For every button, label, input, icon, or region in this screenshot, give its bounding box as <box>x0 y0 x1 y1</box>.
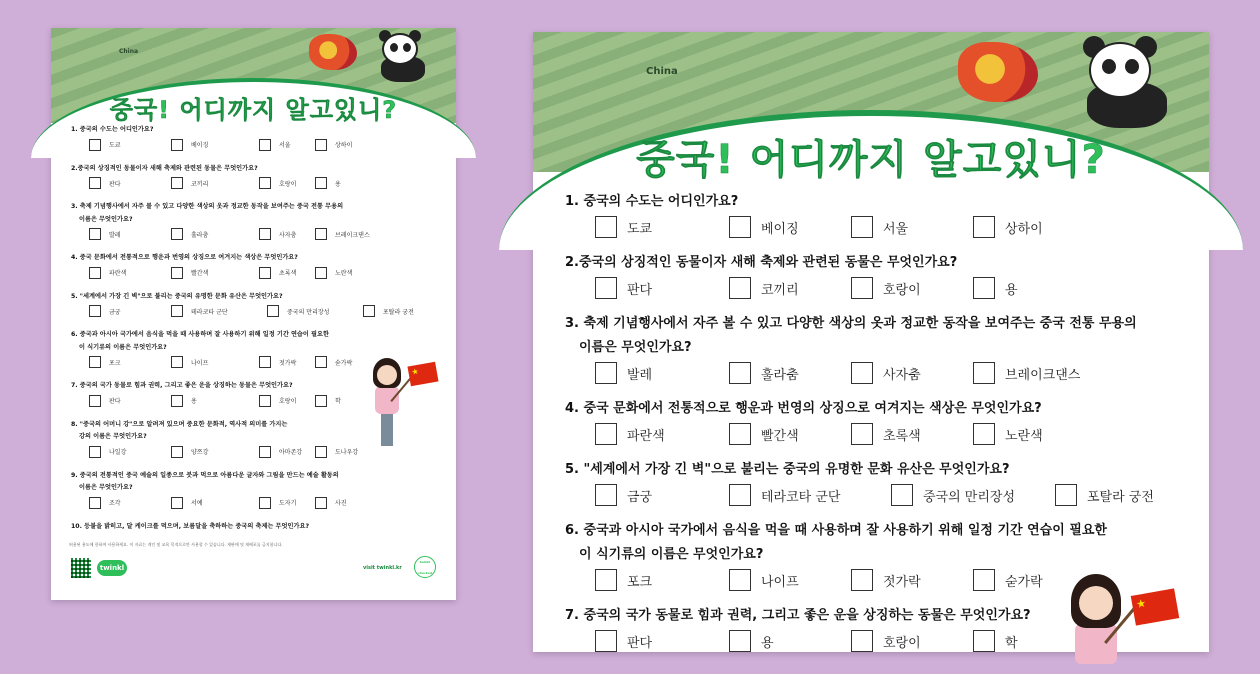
question-3: 3. 축제 기념행사에서 자주 볼 수 있고 다양한 색상의 옷과 정교한 동작을 보여주는 중국 전통 무용의 <box>565 316 1137 331</box>
answer-label: 학 <box>335 398 341 405</box>
twinkl-logo: twinkl <box>97 560 127 576</box>
answer-checkbox[interactable] <box>729 216 751 238</box>
answer-checkbox[interactable] <box>973 423 995 445</box>
answer-checkbox[interactable] <box>729 277 751 299</box>
answer-option[interactable] <box>729 277 799 299</box>
answer-checkbox[interactable] <box>89 228 101 240</box>
answer-label: 호랑이 <box>279 180 297 188</box>
answer-checkbox[interactable] <box>171 228 183 240</box>
question-4: 4. 중국 문화에서 전통적으로 행운과 번영의 상징으로 여겨지는 색상은 무엇인가요? <box>71 254 298 261</box>
answer-checkbox[interactable] <box>315 177 327 189</box>
answer-option[interactable] <box>267 305 329 317</box>
answer-label: 용 <box>335 180 341 188</box>
answer-option[interactable] <box>259 267 296 279</box>
answer-checkbox[interactable] <box>851 277 873 299</box>
answer-option[interactable] <box>171 395 197 407</box>
answer-option[interactable] <box>259 177 296 189</box>
answer-option[interactable] <box>89 177 121 189</box>
answer-label: 판다 <box>627 635 653 651</box>
answer-checkbox[interactable] <box>171 139 183 151</box>
answer-option[interactable] <box>595 484 652 506</box>
china-flag-icon: ★ <box>407 362 438 387</box>
answer-label: 사자춤 <box>883 367 921 383</box>
answer-label: 빨간색 <box>761 428 799 444</box>
answer-checkbox[interactable] <box>89 177 101 189</box>
answer-checkbox[interactable] <box>259 395 271 407</box>
answer-checkbox[interactable] <box>363 305 375 317</box>
answer-option[interactable] <box>973 277 1018 299</box>
answer-label: 초록색 <box>883 428 921 444</box>
question-1: 1. 중국의 수도는 어디인가요? <box>565 194 739 209</box>
answer-checkbox[interactable] <box>171 446 183 458</box>
answer-label: 젓가락 <box>279 359 297 367</box>
answer-label: 판다 <box>109 180 121 188</box>
answer-checkbox[interactable] <box>891 484 913 506</box>
answer-option[interactable] <box>315 177 341 189</box>
answer-option[interactable] <box>595 216 652 238</box>
answer-label: 노란색 <box>1005 428 1043 444</box>
answer-label: 금궁 <box>627 489 653 505</box>
answer-label: 호랑이 <box>883 282 921 298</box>
question-6: 6. 중국과 아시아 국가에서 음식을 먹을 때 사용하며 잘 사용하기 위해 일정 기간 연습이 필요한 <box>71 331 329 338</box>
answer-checkbox[interactable] <box>973 277 995 299</box>
question-5: 5. "세계에서 가장 긴 벽"으로 불리는 중국의 유명한 문화 유산은 무엇인가요? <box>71 292 283 300</box>
question-7: 7. 중국의 국가 동물로 힘과 권력, 그리고 좋은 운을 상징하는 동물은 무엇인가요? <box>71 382 293 389</box>
answer-checkbox[interactable] <box>729 569 751 591</box>
answer-checkbox[interactable] <box>259 228 271 240</box>
answer-option[interactable] <box>89 497 121 509</box>
answer-label: 사진 <box>335 500 347 507</box>
worksheet-zoomed <box>533 32 1209 652</box>
question-8-line2: 강의 이름은 무엇인가요? <box>79 433 147 440</box>
answer-checkbox[interactable] <box>315 356 327 368</box>
answer-checkbox[interactable] <box>973 216 995 238</box>
answer-label: 노란색 <box>335 270 353 277</box>
answer-checkbox[interactable] <box>1055 484 1077 506</box>
answer-checkbox[interactable] <box>595 216 617 238</box>
answer-checkbox[interactable] <box>851 423 873 445</box>
answer-label: 훌라춤 <box>761 367 799 383</box>
answer-option[interactable] <box>851 362 921 384</box>
question-4: 4. 중국 문화에서 전통적으로 행운과 번영의 상징으로 여겨지는 색상은 무엇인가요? <box>565 401 1042 416</box>
answer-checkbox[interactable] <box>851 362 873 384</box>
map-label: China <box>119 48 139 55</box>
answer-option[interactable] <box>973 216 1043 238</box>
answer-option[interactable] <box>595 362 652 384</box>
answer-checkbox[interactable] <box>973 569 995 591</box>
answer-label: 파란색 <box>109 270 127 277</box>
answer-option[interactable] <box>315 267 352 279</box>
answer-label: 포크 <box>109 359 121 367</box>
answer-option[interactable] <box>259 139 291 151</box>
answer-option[interactable] <box>171 356 208 368</box>
answer-label: 나이프 <box>191 359 209 367</box>
answer-checkbox[interactable] <box>973 362 995 384</box>
answer-label: 도자기 <box>279 500 297 507</box>
answer-label: 훌라춤 <box>191 231 209 239</box>
answer-checkbox[interactable] <box>89 305 101 317</box>
answer-label: 용 <box>1005 282 1018 298</box>
answer-label: 판다 <box>627 282 653 298</box>
question-6-line2: 이 식기류의 이름은 무엇인가요? <box>579 547 764 562</box>
answer-option[interactable] <box>851 630 921 652</box>
answer-checkbox[interactable] <box>171 305 183 317</box>
answer-label: 상하이 <box>335 142 353 149</box>
answer-option[interactable] <box>851 569 921 591</box>
question-3-line2: 이름은 무엇인가요? <box>79 215 133 223</box>
answer-checkbox[interactable] <box>729 484 751 506</box>
answer-option[interactable] <box>891 484 1015 506</box>
answer-label: 사자춤 <box>279 231 297 239</box>
answer-option[interactable] <box>315 139 352 151</box>
answer-option[interactable] <box>729 362 799 384</box>
answer-checkbox[interactable] <box>315 139 327 151</box>
answer-checkbox[interactable] <box>315 446 327 458</box>
answer-checkbox[interactable] <box>171 356 183 368</box>
answer-checkbox[interactable] <box>259 497 271 509</box>
answer-checkbox[interactable] <box>89 139 101 151</box>
answer-option[interactable] <box>851 216 908 238</box>
answer-option[interactable] <box>89 446 126 458</box>
panda-icon <box>373 28 433 78</box>
answer-checkbox[interactable] <box>729 630 751 652</box>
answer-label: 빨간색 <box>191 270 209 277</box>
answer-label: 서울 <box>883 221 909 237</box>
answer-option[interactable] <box>89 305 121 317</box>
question-1: 1. 중국의 수도는 어디인가요? <box>71 126 154 133</box>
answer-label: 포크 <box>627 574 653 590</box>
answer-option[interactable] <box>171 139 208 151</box>
answer-option[interactable] <box>973 362 1080 384</box>
answer-option[interactable] <box>171 497 203 509</box>
answer-option[interactable] <box>315 446 358 458</box>
answer-option[interactable] <box>729 484 840 506</box>
answer-option[interactable] <box>595 423 665 445</box>
answer-checkbox[interactable] <box>851 216 873 238</box>
answer-label: 브레이크댄스 <box>1005 367 1081 383</box>
answer-label: 판다 <box>109 398 121 405</box>
answer-option[interactable] <box>259 356 296 368</box>
answer-option[interactable] <box>315 356 352 368</box>
answer-label: 초록색 <box>279 270 297 277</box>
answer-option[interactable] <box>315 395 341 407</box>
answer-checkbox[interactable] <box>171 497 183 509</box>
answer-label: 호랑이 <box>883 635 921 651</box>
answer-option[interactable] <box>89 267 126 279</box>
answer-label: 테라코타 군단 <box>191 308 228 316</box>
answer-checkbox[interactable] <box>171 395 183 407</box>
question-8: 8. "중국의 어머니 강"으로 알려져 있으며 중요한 문화적, 역사적 의미를 가지는 <box>71 420 288 428</box>
answer-checkbox[interactable] <box>595 569 617 591</box>
question-10: 10. 등불을 밝히고, 달 케이크를 먹으며, 보름달을 축하하는 중국의 축제는 무엇인가요? <box>71 522 310 530</box>
answer-option[interactable] <box>89 139 121 151</box>
answer-checkbox[interactable] <box>89 395 101 407</box>
answer-label: 상하이 <box>1005 221 1043 237</box>
answer-label: 코끼리 <box>761 282 799 298</box>
answer-checkbox[interactable] <box>729 362 751 384</box>
question-6: 6. 중국과 아시아 국가에서 음식을 먹을 때 사용하며 잘 사용하기 위해 일정 기간 연습이 필요한 <box>565 523 1107 538</box>
answer-label: 베이징 <box>761 221 799 237</box>
answer-label: 포탈라 궁전 <box>1087 489 1154 505</box>
answer-option[interactable] <box>363 305 414 317</box>
girl-illustration <box>369 358 405 448</box>
answer-checkbox[interactable] <box>89 267 101 279</box>
answer-checkbox[interactable] <box>851 630 873 652</box>
page-title: 중국! 어디까지 알고있니? <box>109 96 398 124</box>
answer-label: 브레이크댄스 <box>335 231 370 239</box>
answer-option[interactable] <box>851 423 921 445</box>
answer-label: 용 <box>191 398 197 405</box>
answer-option[interactable] <box>89 356 121 368</box>
answer-option[interactable] <box>171 177 208 189</box>
answer-checkbox[interactable] <box>89 497 101 509</box>
answer-checkbox[interactable] <box>259 177 271 189</box>
answer-label: 나일강 <box>109 449 127 456</box>
answer-checkbox[interactable] <box>851 569 873 591</box>
question-9-line2: 이름은 무엇인가요? <box>79 484 133 491</box>
answer-option[interactable] <box>171 228 208 240</box>
answer-label: 도쿄 <box>627 221 653 237</box>
answer-option[interactable] <box>973 630 1018 652</box>
answer-option[interactable] <box>729 569 799 591</box>
panda-icon <box>1073 32 1183 122</box>
answer-option[interactable] <box>729 216 799 238</box>
answer-option[interactable] <box>89 228 121 240</box>
answer-option[interactable] <box>171 305 228 317</box>
answer-label: 용 <box>761 635 774 651</box>
answer-checkbox[interactable] <box>315 395 327 407</box>
question-3-line2: 이름은 무엇인가요? <box>579 340 692 355</box>
answer-option[interactable] <box>315 228 370 240</box>
answer-checkbox[interactable] <box>267 305 279 317</box>
answer-checkbox[interactable] <box>259 267 271 279</box>
answer-label: 도나우강 <box>335 449 359 456</box>
question-9: 9. 중국의 전통적인 중국 예술의 일종으로 붓과 먹으로 아름다운 글자와 그림을 만드는 예술 활동의 <box>71 471 339 479</box>
question-2: 2.중국의 상징적인 동물이자 새해 축제와 관련된 동물은 무엇인가요? <box>565 255 958 270</box>
answer-checkbox[interactable] <box>89 356 101 368</box>
answer-checkbox[interactable] <box>259 139 271 151</box>
answer-checkbox[interactable] <box>729 423 751 445</box>
answer-checkbox[interactable] <box>973 630 995 652</box>
answer-option[interactable] <box>259 497 296 509</box>
qr-code-icon <box>71 558 91 578</box>
answer-label: 포탈라 궁전 <box>383 308 414 316</box>
answer-label: 파란색 <box>627 428 665 444</box>
answer-option[interactable] <box>729 423 799 445</box>
answer-checkbox[interactable] <box>171 267 183 279</box>
checked-seal: twinkl checked <box>414 556 436 578</box>
answer-option[interactable] <box>973 423 1043 445</box>
answer-label: 서예 <box>191 500 203 507</box>
answer-label: 중국의 만리장성 <box>287 308 330 316</box>
question-6-line2: 이 식기류의 이름은 무엇인가요? <box>79 343 167 351</box>
question-7: 7. 중국의 국가 동물로 힘과 권력, 그리고 좋은 운을 상징하는 동물은 무엇인가요? <box>565 608 1031 623</box>
answer-checkbox[interactable] <box>595 484 617 506</box>
answer-option[interactable] <box>851 277 921 299</box>
answer-label: 서울 <box>279 142 291 149</box>
answer-checkbox[interactable] <box>259 356 271 368</box>
answer-label: 학 <box>1005 635 1018 651</box>
answer-option[interactable] <box>595 569 652 591</box>
answer-label: 발레 <box>109 231 121 239</box>
answer-label: 양쯔강 <box>191 449 209 456</box>
question-3: 3. 축제 기념행사에서 자주 볼 수 있고 다양한 색상의 옷과 정교한 동작을 보여주는 중국 전통 무용의 <box>71 203 344 210</box>
answer-label: 금궁 <box>109 308 121 316</box>
answer-option[interactable] <box>973 569 1043 591</box>
answer-label: 테라코타 군단 <box>761 489 841 505</box>
answer-checkbox[interactable] <box>315 228 327 240</box>
answer-option[interactable] <box>171 267 208 279</box>
question-5: 5. "세계에서 가장 긴 벽"으로 불리는 중국의 유명한 문화 유산은 무엇인가요? <box>565 462 1010 477</box>
answer-checkbox[interactable] <box>595 277 617 299</box>
answer-option[interactable] <box>595 630 652 652</box>
answer-label: 숟가락 <box>1005 574 1043 590</box>
answer-checkbox[interactable] <box>315 267 327 279</box>
copyright-notice: 허용된 용도에 한하여 사용하세요. 이 자료는 개인 및 교육 목적으로만 사용할 수 있습니다. 재판매 및 재배포를 금지합니다. <box>69 542 283 547</box>
answer-checkbox[interactable] <box>315 497 327 509</box>
answer-checkbox[interactable] <box>259 446 271 458</box>
answer-checkbox[interactable] <box>595 423 617 445</box>
dragon-icon <box>309 34 357 70</box>
question-2: 2.중국의 상징적인 동물이자 새해 축제와 관련된 동물은 무엇인가요? <box>71 164 258 172</box>
answer-checkbox[interactable] <box>595 630 617 652</box>
worksheet-thumbnail <box>51 28 456 600</box>
answer-label: 아마존강 <box>279 449 303 456</box>
answer-checkbox[interactable] <box>171 177 183 189</box>
answer-option[interactable] <box>729 630 774 652</box>
visit-link[interactable]: visit twinkl.kr <box>363 565 402 571</box>
answer-checkbox[interactable] <box>89 446 101 458</box>
answer-label: 나이프 <box>761 574 799 590</box>
answer-option[interactable] <box>315 497 347 509</box>
answer-option[interactable] <box>259 446 302 458</box>
map-label-zoomed: China <box>646 66 678 77</box>
answer-label: 베이징 <box>191 142 209 149</box>
answer-option[interactable] <box>171 446 208 458</box>
answer-label: 중국의 만리장성 <box>923 489 1016 505</box>
answer-option[interactable] <box>1055 484 1154 506</box>
answer-label: 도쿄 <box>109 142 121 149</box>
china-flag-icon: ★ <box>1131 588 1180 625</box>
answer-option[interactable] <box>89 395 121 407</box>
answer-option[interactable] <box>259 228 296 240</box>
answer-label: 숟가락 <box>335 359 353 367</box>
answer-label: 코끼리 <box>191 180 209 188</box>
page-title-zoomed: 중국! 어디까지 알고있니? <box>636 137 1106 183</box>
answer-option[interactable] <box>595 277 652 299</box>
answer-label: 발레 <box>627 367 653 383</box>
answer-label: 조각 <box>109 500 121 507</box>
answer-checkbox[interactable] <box>595 362 617 384</box>
answer-label: 젓가락 <box>883 574 921 590</box>
answer-option[interactable] <box>259 395 296 407</box>
answer-label: 호랑이 <box>279 398 297 405</box>
